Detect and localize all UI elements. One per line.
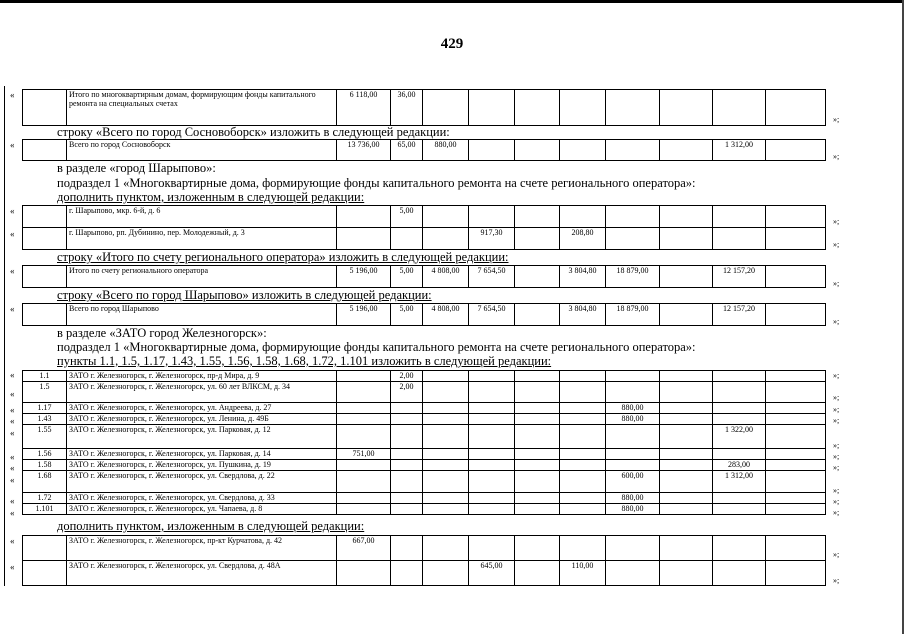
amount-cell [660, 493, 713, 504]
amount-cell [766, 228, 826, 250]
subsection-line-1: подраздел 1 «Многоквартирные дома, формирующие фонды капитального ремонта на счете регионального оператора»: [57, 176, 696, 190]
instruction-line-5: пункты 1.1, 1.5, 1.17, 1.43, 1.55, 1.56, 1.58, 1.68, 1.72, 1.101 изложить в следующей редакции: [57, 354, 552, 368]
row-end: »; [833, 463, 840, 472]
amount-cell [391, 414, 423, 425]
table-row [23, 382, 826, 403]
row-end: »; [833, 317, 840, 326]
scan-top-edge [0, 0, 904, 3]
row-end: »; [833, 393, 840, 402]
amount-cell [560, 140, 606, 161]
amount-cell [423, 504, 469, 515]
address-cell: ЗАТО г. Железногорск, г. Железногорск, ул. Свердлова, д. 48А [67, 561, 337, 586]
section-line-zheleznogorsk: в разделе «ЗАТО город Железногорск»: [57, 326, 267, 340]
amount-cell [391, 425, 423, 449]
table-block-5 [22, 303, 826, 326]
amount-cell [660, 140, 713, 161]
address-cell: Итого по счету регионального оператора [67, 266, 337, 288]
amount-cell [713, 382, 766, 403]
amount-cell [337, 371, 391, 382]
address-cell: г. Шарыпово, мкр. 6-й, д. 6 [67, 206, 337, 228]
amount-cell: 1 312,00 [713, 140, 766, 161]
item-number-cell: 1.56 [23, 449, 67, 460]
amount-cell: 208,80 [560, 228, 606, 250]
amount-cell [515, 449, 560, 460]
item-number-cell [23, 266, 67, 288]
amount-cell [560, 414, 606, 425]
item-number-cell: 1.68 [23, 471, 67, 493]
amount-cell: 13 736,00 [337, 140, 391, 161]
amount-cell [713, 414, 766, 425]
item-number-cell: 1.55 [23, 425, 67, 449]
amount-cell [423, 90, 469, 126]
amount-cell [660, 471, 713, 493]
address-cell: ЗАТО г. Железногорск, г. Железногорск, пр-д Мира, д. 9 [67, 371, 337, 382]
open-quote: « [10, 562, 15, 572]
amount-cell [766, 504, 826, 515]
amount-cell [469, 382, 515, 403]
open-quote: « [10, 463, 15, 473]
amount-cell [337, 493, 391, 504]
amount-cell [515, 561, 560, 586]
amount-cell: 880,00 [606, 504, 660, 515]
amount-cell: 645,00 [469, 561, 515, 586]
address-cell: ЗАТО г. Железногорск, г. Железногорск, ул. Свердлова, д. 33 [67, 493, 337, 504]
row-end: »; [833, 405, 840, 414]
amount-cell [606, 425, 660, 449]
amount-cell [713, 449, 766, 460]
open-quote: « [10, 304, 15, 314]
amount-cell [766, 382, 826, 403]
amount-cell [713, 561, 766, 586]
amount-cell: 5 196,00 [337, 304, 391, 326]
amount-cell [713, 206, 766, 228]
table-block-1 [22, 89, 826, 126]
amount-cell [560, 382, 606, 403]
amount-cell [337, 206, 391, 228]
amount-cell [391, 471, 423, 493]
amount-cell [766, 266, 826, 288]
amount-cell [515, 266, 560, 288]
amount-cell [469, 471, 515, 493]
amount-cell [423, 403, 469, 414]
row-end: »; [833, 576, 840, 585]
open-quote: « [10, 370, 15, 380]
row-end: »; [833, 508, 840, 517]
table-block-6 [22, 370, 826, 515]
amount-cell [713, 504, 766, 515]
amount-cell: 12 157,20 [713, 304, 766, 326]
open-quote: « [10, 416, 15, 426]
amount-cell [515, 304, 560, 326]
amount-cell [423, 561, 469, 586]
table-row [23, 140, 826, 161]
table-row [23, 425, 826, 449]
amount-cell [766, 140, 826, 161]
table-row [23, 90, 826, 126]
amount-cell [560, 536, 606, 561]
item-number-cell: 1.1 [23, 371, 67, 382]
row-end: »; [833, 115, 840, 124]
open-quote: « [10, 496, 15, 506]
amount-cell [469, 140, 515, 161]
open-quote: « [10, 206, 15, 216]
subsection-line-2: подраздел 1 «Многоквартирные дома, формирующие фонды капитального ремонта на счете регионального оператора»: [57, 340, 696, 354]
amount-cell [423, 228, 469, 250]
row-end: »; [833, 371, 840, 380]
amount-cell [423, 471, 469, 493]
table-row [23, 228, 826, 250]
amount-cell [560, 449, 606, 460]
amount-cell [515, 536, 560, 561]
amount-cell [560, 504, 606, 515]
amount-cell [766, 471, 826, 493]
amount-cell [423, 449, 469, 460]
amount-cell [766, 403, 826, 414]
amount-cell [606, 536, 660, 561]
amount-cell [560, 403, 606, 414]
open-quote: « [10, 508, 15, 518]
amount-cell [766, 493, 826, 504]
table-row [23, 266, 826, 288]
amount-cell [660, 460, 713, 471]
amount-cell [606, 561, 660, 586]
table-row [23, 371, 826, 382]
amount-cell: 751,00 [337, 449, 391, 460]
amount-cell: 880,00 [606, 414, 660, 425]
table-block-4 [22, 265, 826, 288]
amount-cell: 1 322,00 [713, 425, 766, 449]
amount-cell [606, 460, 660, 471]
amount-cell [337, 228, 391, 250]
amount-cell [423, 536, 469, 561]
amount-cell [766, 90, 826, 126]
amount-cell [469, 460, 515, 471]
page-number: 429 [440, 36, 464, 52]
amount-cell: 880,00 [423, 140, 469, 161]
amount-cell [469, 504, 515, 515]
amount-cell [391, 460, 423, 471]
table-row [23, 561, 826, 586]
section-line-sharypovo: в разделе «город Шарыпово»: [57, 161, 216, 175]
amount-cell [660, 228, 713, 250]
amount-cell [660, 425, 713, 449]
address-cell: Всего по город Шарыпово [67, 304, 337, 326]
amount-cell [423, 382, 469, 403]
item-number-cell: 1.43 [23, 414, 67, 425]
amount-cell [766, 460, 826, 471]
open-quote: « [10, 389, 15, 399]
amount-cell [606, 449, 660, 460]
amount-cell [469, 403, 515, 414]
amount-cell [469, 90, 515, 126]
table-row [23, 460, 826, 471]
amount-cell [560, 206, 606, 228]
amount-cell: 600,00 [606, 471, 660, 493]
address-cell: ЗАТО г. Железногорск, г. Железногорск, ул. Парковая, д. 14 [67, 449, 337, 460]
address-cell: ЗАТО г. Железногорск, г. Железногорск, ул. Пушкина, д. 19 [67, 460, 337, 471]
instruction-line-2: дополнить пунктом, изложенным в следующей редакции: [57, 190, 365, 204]
amount-cell: 880,00 [606, 493, 660, 504]
amount-cell [606, 382, 660, 403]
row-end: »; [833, 486, 840, 495]
amount-cell [766, 536, 826, 561]
amount-cell [560, 471, 606, 493]
amount-cell: 3 804,80 [560, 266, 606, 288]
amount-cell [660, 266, 713, 288]
address-cell: ЗАТО г. Железногорск, г. Железногорск, ул. Парковая, д. 12 [67, 425, 337, 449]
address-cell: ЗАТО г. Железногорск, г. Железногорск, ул. Андреева, д. 27 [67, 403, 337, 414]
amount-cell: 6 118,00 [337, 90, 391, 126]
amount-cell [515, 460, 560, 471]
table-row [23, 304, 826, 326]
amount-cell: 283,00 [713, 460, 766, 471]
item-number-cell [23, 561, 67, 586]
instruction-line-1: строку «Всего по город Сосновоборск» изложить в следующей редакции: [57, 125, 450, 139]
item-number-cell [23, 536, 67, 561]
amount-cell: 880,00 [606, 403, 660, 414]
row-end: »; [833, 452, 840, 461]
row-end: »; [833, 497, 840, 506]
table-block-7 [22, 535, 826, 586]
amount-cell: 65,00 [391, 140, 423, 161]
address-cell: ЗАТО г. Железногорск, г. Железногорск, ул. Чапаева, д. 8 [67, 504, 337, 515]
open-quote: « [10, 428, 15, 438]
amount-cell [337, 425, 391, 449]
amount-cell [423, 206, 469, 228]
amount-cell [469, 536, 515, 561]
amount-cell [766, 371, 826, 382]
amount-cell [469, 425, 515, 449]
amount-cell [469, 493, 515, 504]
amount-cell: 36,00 [391, 90, 423, 126]
amount-cell [391, 228, 423, 250]
amount-cell [606, 90, 660, 126]
amount-cell [766, 206, 826, 228]
amount-cell [713, 403, 766, 414]
amount-cell [766, 304, 826, 326]
item-number-cell: 1.17 [23, 403, 67, 414]
amount-cell: 3 804,80 [560, 304, 606, 326]
amount-cell [606, 228, 660, 250]
amount-cell: 667,00 [337, 536, 391, 561]
table-block-3 [22, 205, 826, 250]
instruction-line-6: дополнить пунктом, изложенным в следующей редакции: [57, 519, 365, 533]
amount-cell: 5 196,00 [337, 266, 391, 288]
amount-cell [515, 504, 560, 515]
amount-cell: 4 808,00 [423, 266, 469, 288]
amount-cell [560, 493, 606, 504]
address-cell: Всего по город Сосновоборск [67, 140, 337, 161]
item-number-cell [23, 90, 67, 126]
address-cell: ЗАТО г. Железногорск, г. Железногорск, пр-кт Курчатова, д. 42 [67, 536, 337, 561]
amount-cell: 2,00 [391, 371, 423, 382]
row-end: »; [833, 416, 840, 425]
instruction-line-4: строку «Всего по город Шарыпово» изложить в следующей редакции: [57, 288, 432, 302]
open-quote: « [10, 452, 15, 462]
amount-cell: 917,30 [469, 228, 515, 250]
table-row [23, 403, 826, 414]
amount-cell [515, 493, 560, 504]
open-quote: « [10, 140, 15, 150]
amount-cell [515, 228, 560, 250]
open-quote: « [10, 475, 15, 485]
amount-cell [423, 371, 469, 382]
amount-cell [423, 414, 469, 425]
amount-cell: 5,00 [391, 206, 423, 228]
amount-cell [660, 90, 713, 126]
amount-cell [515, 371, 560, 382]
amount-cell: 12 157,20 [713, 266, 766, 288]
amount-cell [391, 403, 423, 414]
amount-cell [606, 140, 660, 161]
address-cell: г. Шарыпово, рп. Дубинино, пер. Молодежный, д. 3 [67, 228, 337, 250]
amount-cell [423, 493, 469, 504]
amount-cell [337, 504, 391, 515]
row-end: »; [833, 217, 840, 226]
amount-cell: 2,00 [391, 382, 423, 403]
amount-cell [713, 371, 766, 382]
amount-cell [391, 493, 423, 504]
amount-cell [515, 414, 560, 425]
amount-cell [560, 425, 606, 449]
amount-cell [766, 425, 826, 449]
amount-cell [337, 460, 391, 471]
amount-cell [660, 414, 713, 425]
amount-cell [560, 90, 606, 126]
amount-cell: 18 879,00 [606, 304, 660, 326]
amount-cell [660, 206, 713, 228]
amount-cell [766, 561, 826, 586]
item-number-cell: 1.101 [23, 504, 67, 515]
amount-cell [515, 206, 560, 228]
open-quote: « [10, 536, 15, 546]
amount-cell [337, 403, 391, 414]
amount-cell [515, 403, 560, 414]
amount-cell [713, 228, 766, 250]
amount-cell: 4 808,00 [423, 304, 469, 326]
amount-cell [515, 425, 560, 449]
row-end: »; [833, 441, 840, 450]
item-number-cell: 1.58 [23, 460, 67, 471]
amount-cell [337, 561, 391, 586]
amount-cell [469, 371, 515, 382]
amount-cell [515, 471, 560, 493]
table-row [23, 449, 826, 460]
amount-cell [766, 449, 826, 460]
amount-cell [391, 561, 423, 586]
amount-cell [660, 304, 713, 326]
amount-cell [660, 382, 713, 403]
address-cell: ЗАТО г. Железногорск, г. Железногорск, ул. Ленина, д. 49Б [67, 414, 337, 425]
address-cell: ЗАТО г. Железногорск, г. Железногорск, ул. 60 лет ВЛКСМ, д. 34 [67, 382, 337, 403]
amount-cell [337, 382, 391, 403]
open-quote: « [10, 90, 15, 100]
address-cell: Итого по многоквартирным домам, формирующим фонды капитального ремонта на специальных счетах [67, 90, 337, 126]
table-row [23, 536, 826, 561]
item-number-cell: 1.72 [23, 493, 67, 504]
amount-cell [606, 371, 660, 382]
amount-cell [469, 449, 515, 460]
item-number-cell [23, 206, 67, 228]
instruction-line-3: строку «Итого по счету регионального оператора» изложить в следующей редакции: [57, 250, 509, 264]
amount-cell [515, 90, 560, 126]
row-end: »; [833, 240, 840, 249]
amount-cell [660, 561, 713, 586]
row-end: »; [833, 279, 840, 288]
amount-cell [391, 449, 423, 460]
amount-cell [713, 493, 766, 504]
open-quote: « [10, 405, 15, 415]
amount-cell [560, 371, 606, 382]
item-number-cell [23, 228, 67, 250]
open-quote: « [10, 229, 15, 239]
amount-cell: 1 312,00 [713, 471, 766, 493]
amount-cell: 7 654,50 [469, 266, 515, 288]
amount-cell [660, 536, 713, 561]
row-end: »; [833, 152, 840, 161]
amount-cell [660, 371, 713, 382]
amount-cell: 5,00 [391, 304, 423, 326]
amount-cell [660, 504, 713, 515]
amount-cell [515, 382, 560, 403]
table-row [23, 493, 826, 504]
amount-cell [423, 460, 469, 471]
open-quote: « [10, 266, 15, 276]
item-number-cell [23, 140, 67, 161]
amount-cell: 18 879,00 [606, 266, 660, 288]
amount-cell [515, 140, 560, 161]
amount-cell [660, 449, 713, 460]
amount-cell [391, 504, 423, 515]
amount-cell: 5,00 [391, 266, 423, 288]
amount-cell: 110,00 [560, 561, 606, 586]
address-cell: ЗАТО г. Железногорск, г. Железногорск, ул. Свердлова, д. 22 [67, 471, 337, 493]
left-margin-rule [4, 86, 5, 586]
amount-cell [766, 414, 826, 425]
table-row [23, 206, 826, 228]
amount-cell [423, 425, 469, 449]
amount-cell [660, 403, 713, 414]
amount-cell [560, 460, 606, 471]
amount-cell [713, 90, 766, 126]
table-row [23, 414, 826, 425]
amount-cell [337, 471, 391, 493]
table-row [23, 504, 826, 515]
amount-cell [606, 206, 660, 228]
item-number-cell [23, 304, 67, 326]
table-block-2 [22, 139, 826, 161]
item-number-cell: 1.5 [23, 382, 67, 403]
table-row [23, 471, 826, 493]
amount-cell [713, 536, 766, 561]
amount-cell [337, 414, 391, 425]
row-end: »; [833, 550, 840, 559]
amount-cell [469, 206, 515, 228]
amount-cell: 7 654,50 [469, 304, 515, 326]
amount-cell [469, 414, 515, 425]
amount-cell [391, 536, 423, 561]
